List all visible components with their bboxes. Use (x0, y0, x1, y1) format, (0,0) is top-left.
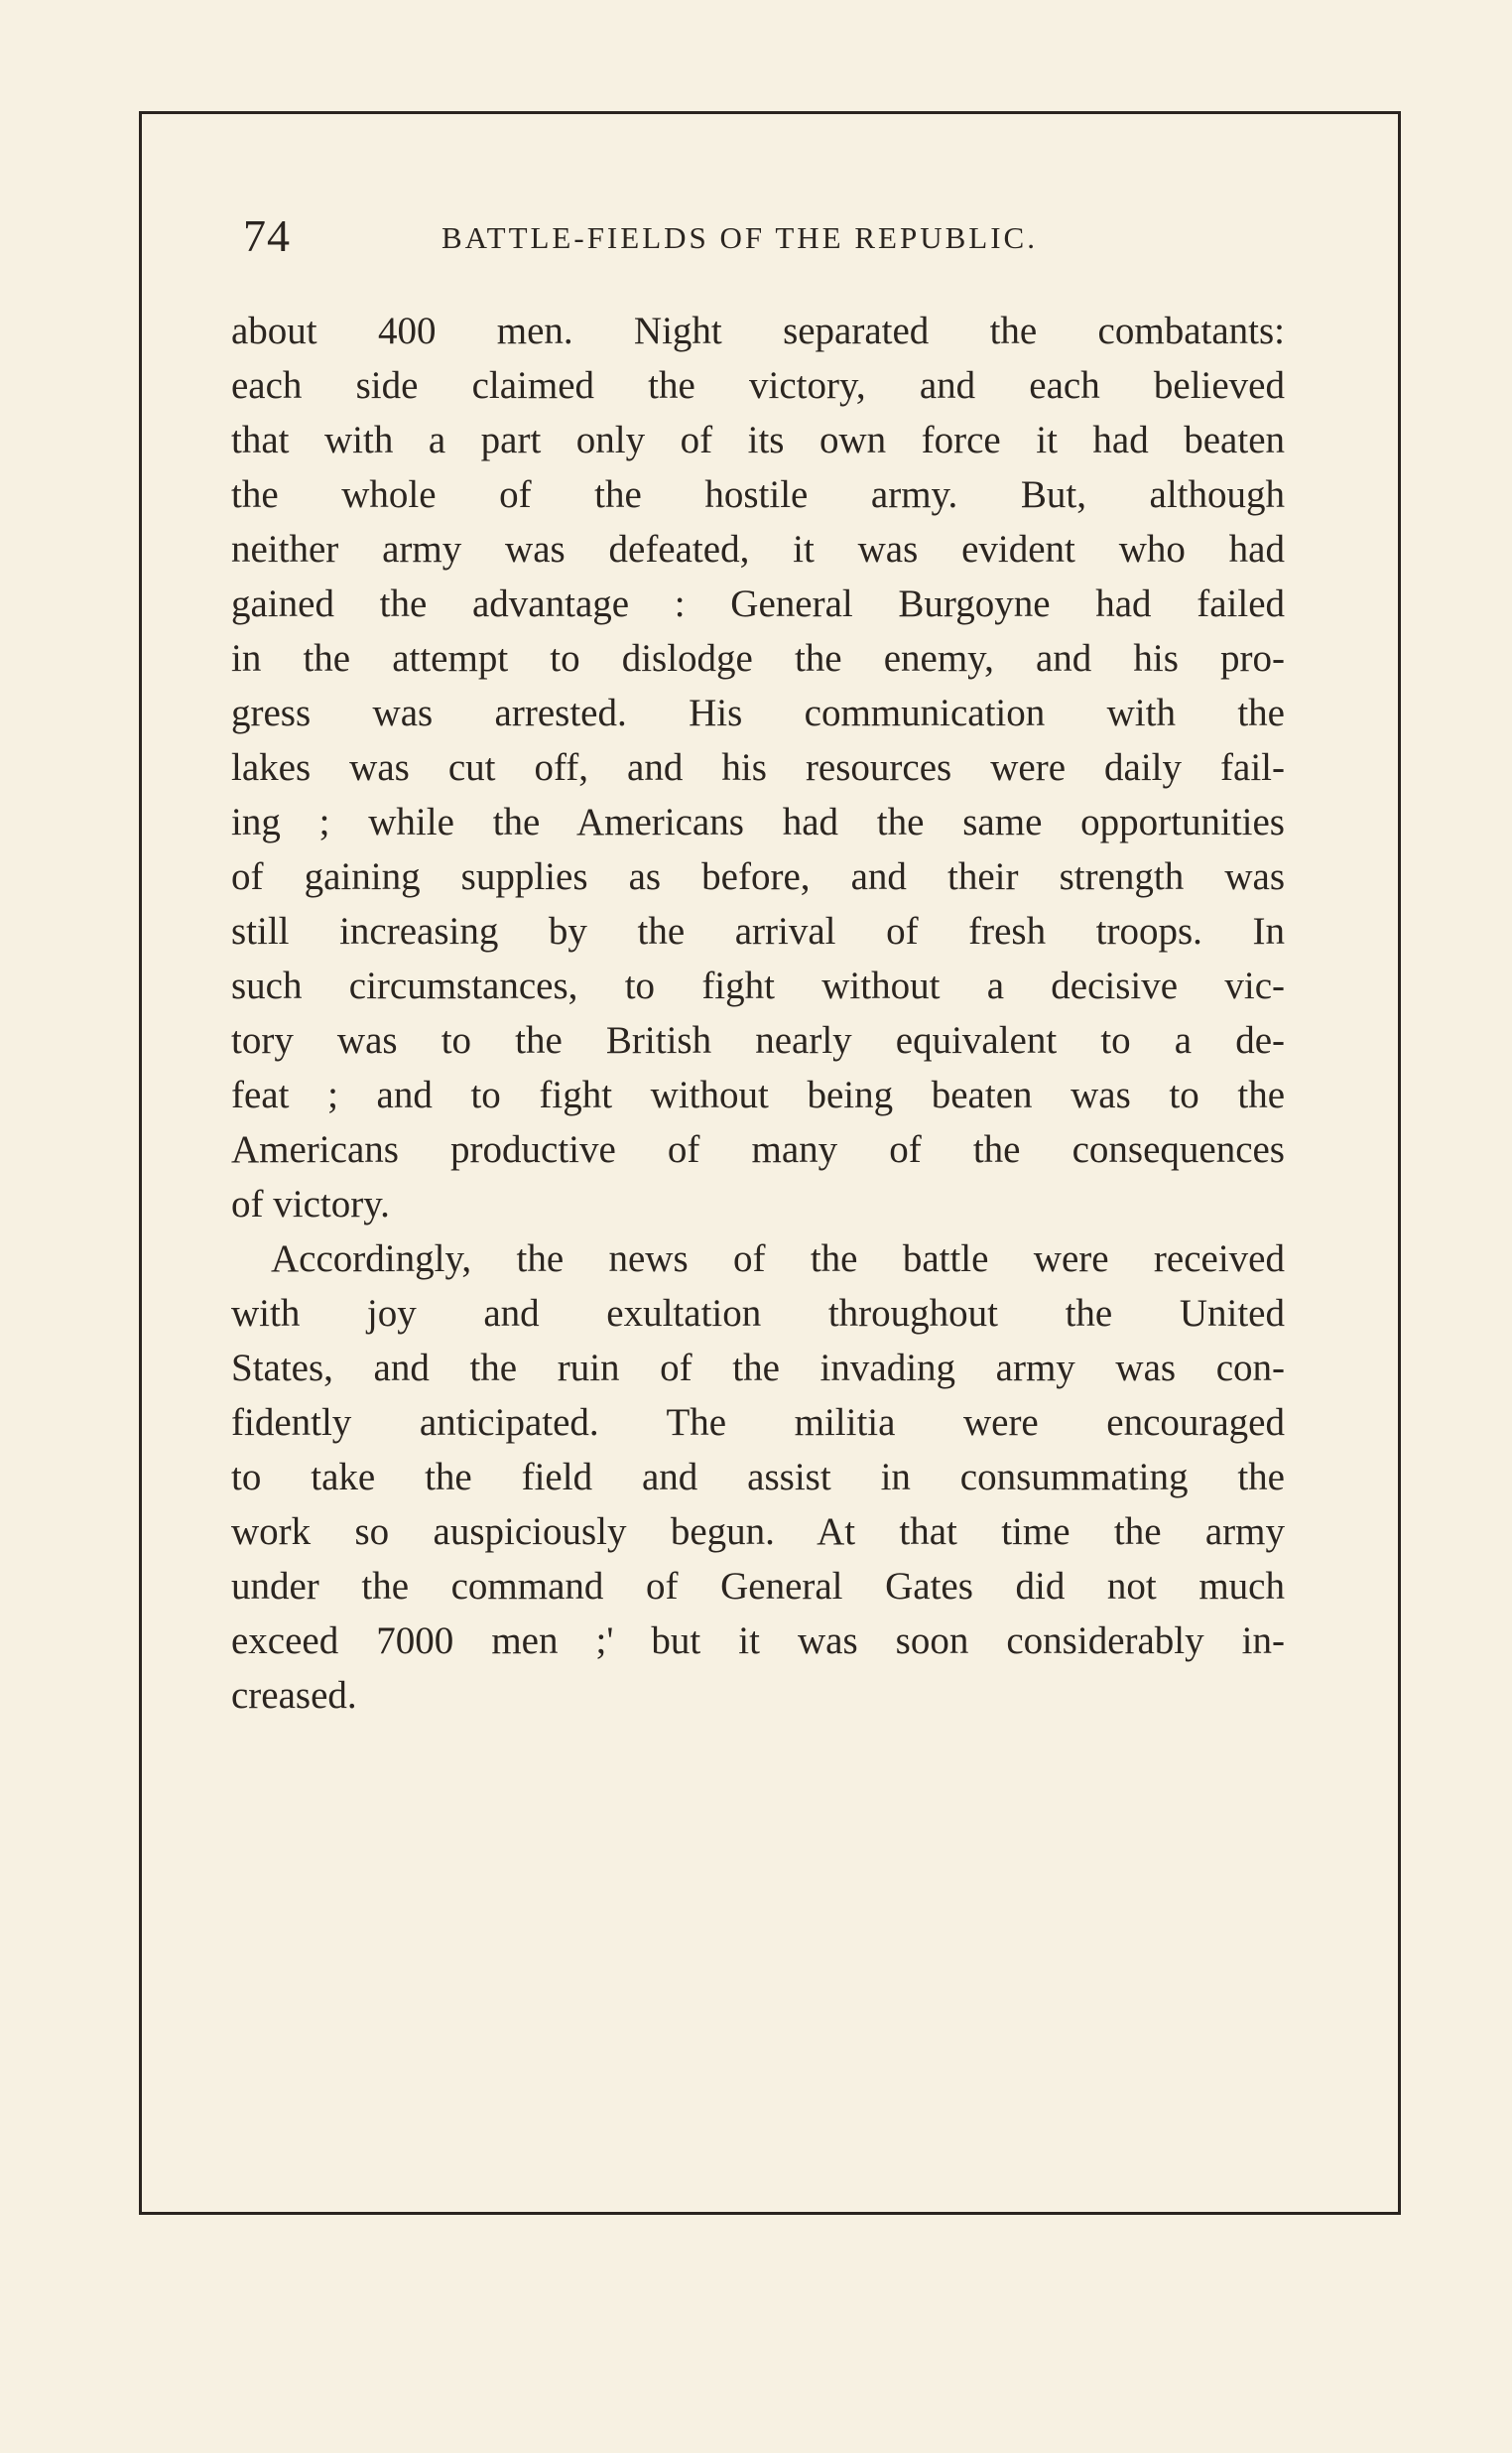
paragraph-1 (231, 304, 1285, 1231)
text-line: about 400 men. Night separated the combatants: (231, 310, 1285, 352)
text-line: gained the advantage : General Burgoyne had failed (231, 582, 1285, 625)
text-line: creased. (231, 1674, 357, 1717)
text-line: Accordingly, the news of the battle were received (271, 1237, 1285, 1280)
paragraph-2 (231, 1231, 1285, 1723)
text-line: neither army was defeated, it was evident who had (231, 528, 1285, 571)
text-line: of victory. (231, 1183, 390, 1226)
running-title: BATTLE-FIELDS OF THE REPUBLIC. (441, 220, 1038, 255)
text-line: fidently anticipated. The militia were encouraged (231, 1401, 1285, 1444)
text-line: tory was to the British nearly equivalent to a de- (231, 1019, 1285, 1062)
body-text (231, 304, 1285, 1723)
text-line: the whole of the hostile army. But, although (231, 473, 1285, 516)
text-line: each side claimed the victory, and each believed (231, 364, 1285, 407)
text-line: exceed 7000 men ;' but it was soon considerably in- (231, 1619, 1285, 1662)
text-line: of gaining supplies as before, and their strength was (231, 855, 1285, 898)
text-line: lakes was cut off, and his resources were daily fail- (231, 746, 1285, 789)
text-line: such circumstances, to fight without a decisive vic- (231, 965, 1285, 1007)
text-line: in the attempt to dislodge the enemy, and his pro- (231, 637, 1285, 680)
text-line: under the command of General Gates did not much (231, 1565, 1285, 1608)
text-line: with joy and exultation throughout the United (231, 1292, 1285, 1335)
running-head (243, 206, 1334, 266)
text-line: States, and the ruin of the invading army was con- (231, 1347, 1285, 1389)
text-line: feat ; and to fight without being beaten was to the (231, 1074, 1285, 1116)
text-line: work so auspiciously begun. At that time the army (231, 1510, 1285, 1553)
text-line: gress was arrested. His communication with the (231, 692, 1285, 734)
text-line: Americans productive of many of the consequences (231, 1128, 1285, 1171)
text-line: still increasing by the arrival of fresh troops. In (231, 910, 1285, 953)
text-line: that with a part only of its own force it had beaten (231, 419, 1285, 461)
text-line: ing ; while the Americans had the same opportunities (231, 801, 1285, 843)
page-number: 74 (243, 210, 291, 261)
text-line: to take the field and assist in consummating the (231, 1456, 1285, 1498)
